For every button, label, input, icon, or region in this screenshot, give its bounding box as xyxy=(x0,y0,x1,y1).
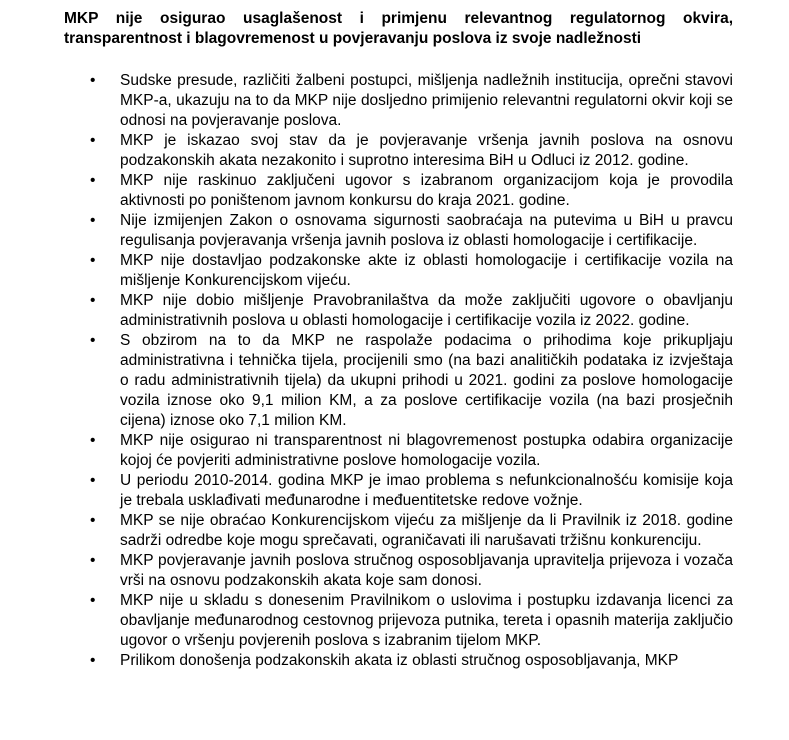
list-item xyxy=(64,171,733,211)
list-item-text: Sudske presude, različiti žalbeni postupci, mišljenja nadležnih institucija, oprečni stavovi MKP-a, ukazuju na to da MKP nije dosljedno primijenio relevantni regulatorni okvir koji se odnosi na povjeravanje poslova. xyxy=(120,72,733,129)
list-item-text: S obzirom na to da MKP ne raspolaže podacima o prihodima koje prikupljaju administrativna i tehnička tijela, procijenili smo (na bazi analitičkih podataka iz izvještaja o radu administrativnih tijela) da ukupni prihodi u 2021. godini za poslove homologacije vozila iznose oko 9,1 milion KM, a za poslove certifikacije vozila (na bazi prosječnih cijena) iznose oko 7,1 milion KM. xyxy=(120,332,733,429)
bullet-icon: • xyxy=(90,472,96,489)
list-item-text: Prilikom donošenja podzakonskih akata iz oblasti stručnog osposobljavanja, MKP xyxy=(120,652,679,669)
bullet-icon: • xyxy=(90,72,96,89)
bullet-icon: • xyxy=(90,432,96,449)
list-item xyxy=(64,131,733,171)
list-item xyxy=(64,211,733,251)
list-item xyxy=(64,511,733,551)
bullet-icon: • xyxy=(90,172,96,189)
bullet-icon: • xyxy=(90,652,96,669)
list-item-text: MKP nije osigurao ni transparentnost ni blagovremenost postupka odabira organizacije kojoj će povjeriti administrativne poslove homologacije vozila. xyxy=(120,432,733,469)
bullet-icon: • xyxy=(90,252,96,269)
list-item xyxy=(64,591,733,651)
list-item xyxy=(64,431,733,471)
list-item-text: MKP nije dostavljao podzakonske akte iz oblasti homologacije i certifikacije vozila na mišljenje Konkurencijskom vijeću. xyxy=(120,252,733,289)
list-item xyxy=(64,291,733,331)
list-item xyxy=(64,331,733,431)
list-item xyxy=(64,471,733,511)
bullet-icon: • xyxy=(90,212,96,229)
list-item-text: Nije izmijenjen Zakon o osnovama sigurnosti saobraćaja na putevima u BiH u pravcu regulisanja povjeravanja vršenja javnih poslova iz oblasti homologacije i certifikacije. xyxy=(120,212,733,249)
bullet-icon: • xyxy=(90,132,96,149)
bullet-icon: • xyxy=(90,512,96,529)
list-item-text: U periodu 2010-2014. godina MKP je imao problema s nefunkcionalnošću komisije koja je trebala usklađivati međunarodne i međuentitetske redove vožnje. xyxy=(120,472,733,509)
list-item-text: MKP se nije obraćao Konkurencijskom vijeću za mišljenje da li Pravilnik iz 2018. godine sadrži odredbe koje mogu sprečavati, ograničavati ili narušavati tržišnu konkurenciju. xyxy=(120,512,733,549)
bullet-icon: • xyxy=(90,592,96,609)
list-item-text: MKP nije raskinuo zaključeni ugovor s izabranom organizacijom koja je provodila aktivnosti po poništenom javnom konkursu do kraja 2021. godine. xyxy=(120,172,733,209)
list-item xyxy=(64,551,733,591)
list-item-text: MKP povjeravanje javnih poslova stručnog osposobljavanja upravitelja prijevoza i vozača vrši na osnovu podzakonskih akata koje sam donosi. xyxy=(120,552,733,589)
list-item-text: MKP nije u skladu s donesenim Pravilnikom o uslovima i postupku izdavanja licenci za obavljanje međunarodnog cestovnog prijevoza putnika, tereta i opasnih materija zaključio ugovor o vršenju povjerenih poslova s izabranim tijelom MKP. xyxy=(120,592,733,649)
list-item xyxy=(64,71,733,131)
list-item xyxy=(64,251,733,291)
bullet-icon: • xyxy=(90,332,96,349)
page-title: MKP nije osigurao usaglašenost i primjenu relevantnog regulatornog okvira, transparentnost i blagovremenost u povjeravanju poslova iz svoje nadležnosti xyxy=(64,10,733,47)
bullet-list xyxy=(64,71,733,671)
list-item-text: MKP je iskazao svoj stav da je povjeravanje vršenja javnih poslova na osnovu podzakonskih akata nezakonito i suprotno interesima BiH u Odluci iz 2012. godine. xyxy=(120,132,733,169)
list-item xyxy=(64,651,733,671)
bullet-icon: • xyxy=(90,292,96,309)
list-item-text: MKP nije dobio mišljenje Pravobranilaštva da može zaključiti ugovore o obavljanju administrativnih poslova u oblasti homologacije i certifikacije vozila iz 2022. godine. xyxy=(120,292,733,329)
bullet-icon: • xyxy=(90,552,96,569)
